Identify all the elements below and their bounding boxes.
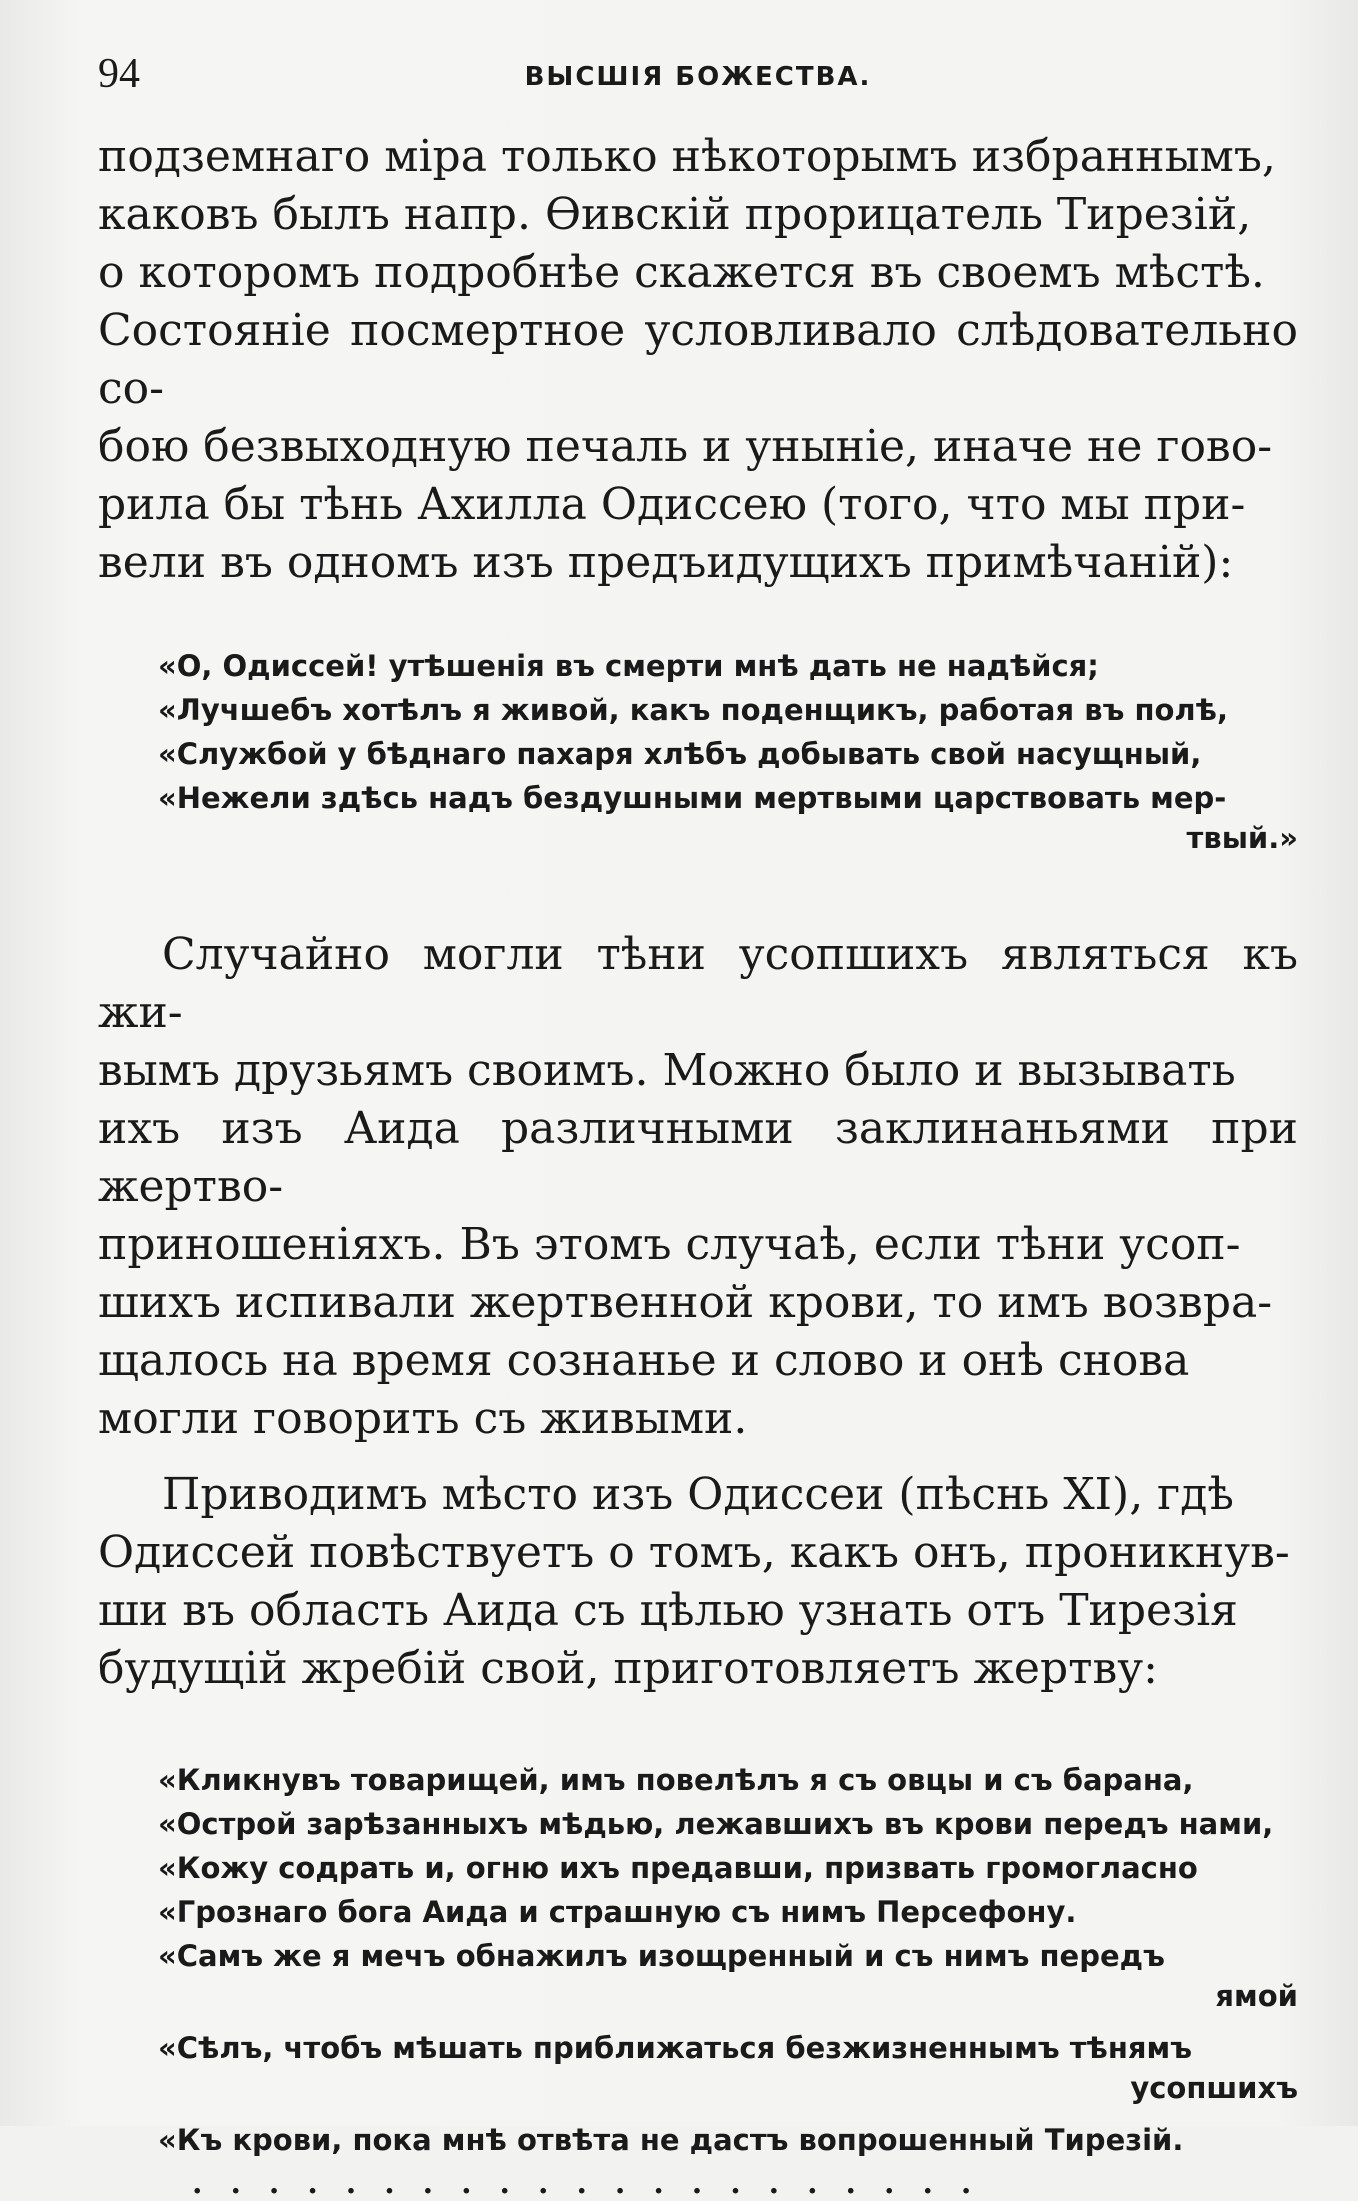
text-line: приношеніяхъ. Въ этомъ случаѣ, если тѣни усоп- bbox=[98, 1219, 1241, 1270]
verse-line-continuation: усопшихъ bbox=[1130, 2071, 1298, 2105]
ellipsis-line: ..................... bbox=[192, 2166, 1000, 2201]
text-line: подземнаго міра только нѣкоторымъ избраннымъ, bbox=[98, 131, 1276, 182]
verse-line: «Службой у бѣднаго пахаря хлѣбъ добывать свой насущный, bbox=[158, 737, 1202, 771]
verse-line: «Самъ же я мечъ обнажилъ изощренный и съ нимъ передъ bbox=[158, 1939, 1165, 1973]
verse-line: «Грознаго бога Аида и страшную съ нимъ Персефону. bbox=[158, 1895, 1077, 1929]
text-line: о которомъ подробнѣе скажется въ своемъ мѣстѣ. bbox=[98, 247, 1265, 298]
page-number: 94 bbox=[98, 51, 140, 97]
verse-line-continuation: ямой bbox=[1215, 1979, 1298, 2013]
text-line: Одиссей повѣствуетъ о томъ, какъ онъ, проникнув- bbox=[98, 1527, 1290, 1578]
text-line: могли говорить съ живыми. bbox=[98, 1393, 748, 1444]
paragraph-3 bbox=[98, 1466, 1298, 1698]
text-line: будущій жребій свой, приготовляетъ жертву: bbox=[98, 1643, 1158, 1694]
verse-line: «Кликнувъ товарищей, имъ повелѣлъ я съ овцы и съ барана, bbox=[158, 1763, 1194, 1797]
verse-line: «Нежели здѣсь надъ бездушными мертвыми царствовать мер- bbox=[158, 781, 1227, 815]
text-line: шихъ испивали жертвенной крови, то имъ возвра- bbox=[98, 1277, 1273, 1328]
text-line: вели въ одномъ изъ предъидущихъ примѣчаній): bbox=[98, 537, 1234, 588]
text-line: каковъ былъ напр. Ѳивскій прорицатель Тирезій, bbox=[98, 189, 1252, 240]
text-line: Приводимъ мѣсто изъ Одиссеи (пѣснь XI), гдѣ bbox=[162, 1469, 1234, 1520]
page-header bbox=[98, 40, 1298, 110]
verse-line: «Острой зарѣзанныхъ мѣдью, лежавшихъ въ крови передъ нами, bbox=[158, 1807, 1274, 1841]
text-line: рила бы тѣнь Ахилла Одиссею (того, что мы при- bbox=[98, 479, 1246, 530]
text-line: вымъ друзьямъ своимъ. Можно было и вызывать bbox=[98, 1045, 1236, 1096]
running-title: ВЫСШІЯ БОЖЕСТВА. bbox=[524, 62, 872, 92]
text-line: ши въ область Аида съ цѣлью узнать отъ Тирезія bbox=[98, 1585, 1238, 1636]
verse-line: «Лучшебъ хотѣлъ я живой, какъ поденщикъ, работая въ полѣ, bbox=[158, 693, 1229, 727]
paragraph-2 bbox=[98, 926, 1298, 1448]
paragraph-1 bbox=[98, 128, 1298, 592]
verse-line: «О, Одиссей! утѣшенія въ смерти мнѣ дать не надѣйся; bbox=[158, 649, 1099, 683]
verse-line: «Кожу содрать и, огню ихъ предавши, призвать громогласно bbox=[158, 1851, 1198, 1885]
verse-line: «Сѣлъ, чтобъ мѣшать приближаться безжизненнымъ тѣнямъ bbox=[158, 2031, 1193, 2065]
verse-quote-2 bbox=[98, 1758, 1298, 2162]
text-line: ихъ изъ Аида различными заклинаньями при жертво- bbox=[98, 1103, 1298, 1212]
text-line: щалось на время сознанье и слово и онѣ снова bbox=[98, 1335, 1190, 1386]
text-line: бою безвыходную печаль и уныніе, иначе не гово- bbox=[98, 421, 1273, 472]
verse-quote-1 bbox=[98, 644, 1298, 860]
verse-line-continuation: твый.» bbox=[1186, 821, 1298, 855]
text-line: Состояніе посмертное условливало слѣдовательно со- bbox=[98, 305, 1298, 414]
verse-line: «Къ крови, пока мнѣ отвѣта не дастъ вопрошенный Тирезій. bbox=[158, 2123, 1184, 2157]
text-line: Случайно могли тѣни усопшихъ являться къ жи- bbox=[98, 929, 1298, 1038]
